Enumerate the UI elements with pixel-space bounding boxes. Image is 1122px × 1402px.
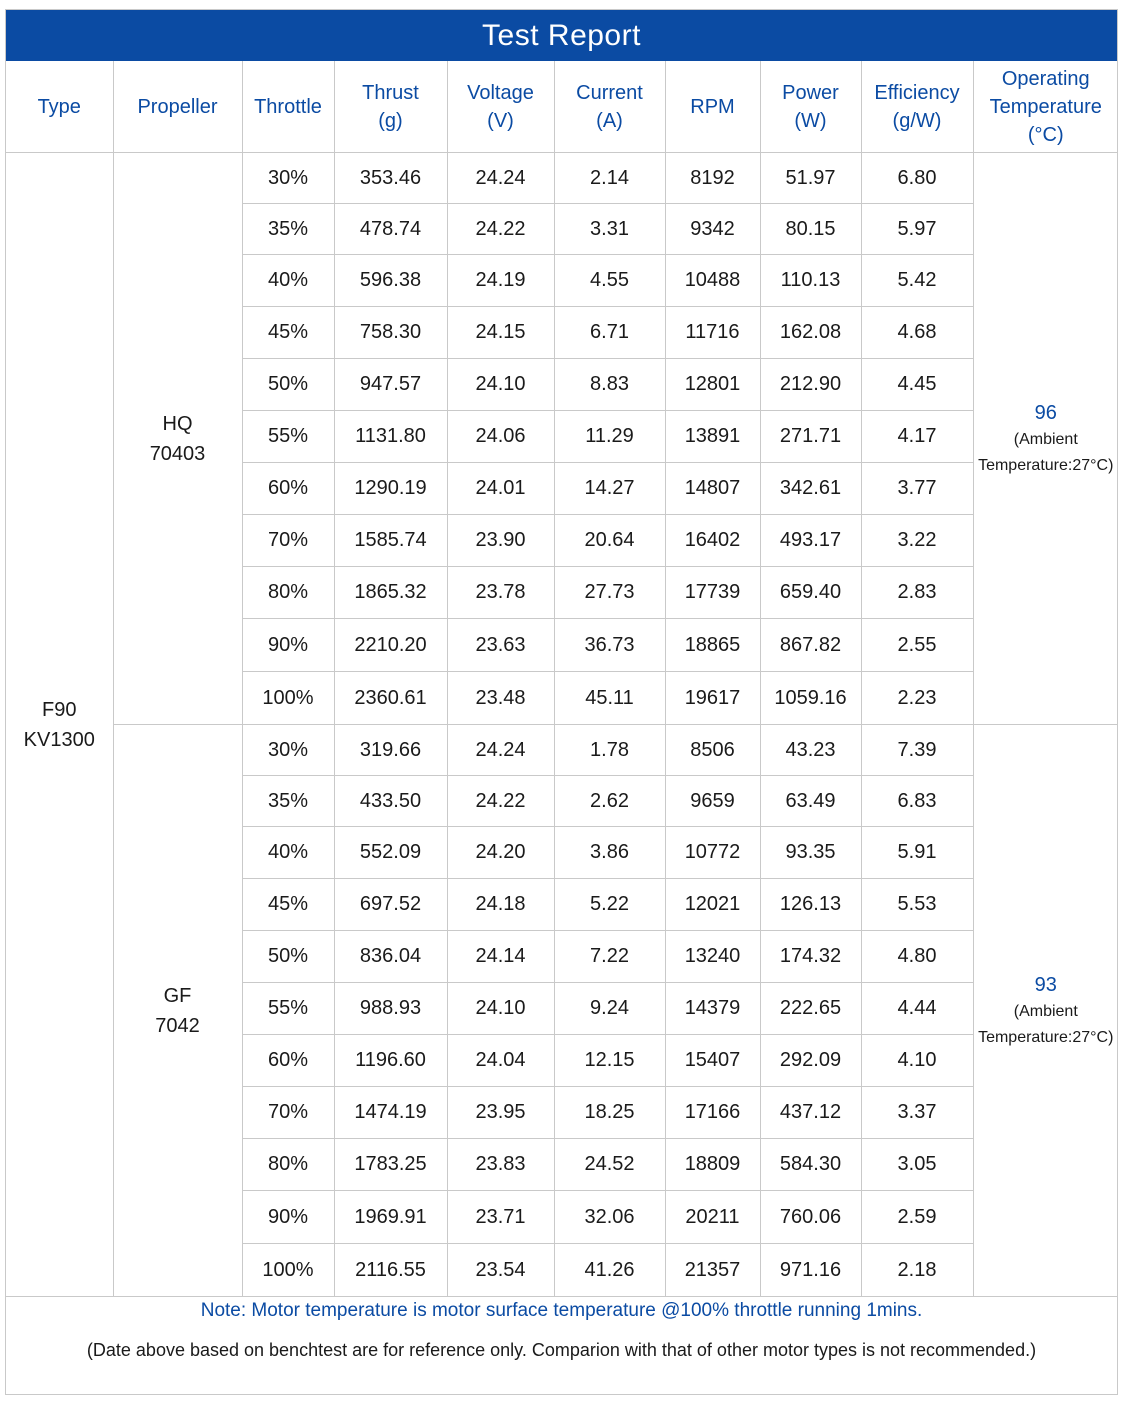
cell-throttle: 55% <box>242 983 334 1035</box>
cell-current: 9.24 <box>554 983 665 1035</box>
cell-efficiency: 3.05 <box>861 1139 973 1191</box>
cell-throttle: 90% <box>242 1191 334 1244</box>
cell-throttle: 45% <box>242 879 334 931</box>
cell-voltage: 23.71 <box>447 1191 554 1244</box>
cell-rpm: 15407 <box>665 1035 760 1087</box>
cell-voltage: 23.78 <box>447 567 554 619</box>
cell-power: 63.49 <box>760 776 861 827</box>
header-rpm: RPM <box>665 61 760 153</box>
cell-efficiency: 5.42 <box>861 255 973 307</box>
cell-voltage: 23.90 <box>447 515 554 567</box>
cell-thrust: 1131.80 <box>334 411 447 463</box>
cell-rpm: 18865 <box>665 619 760 672</box>
table-row <box>6 153 1118 204</box>
cell-power: 110.13 <box>760 255 861 307</box>
cell-thrust: 2210.20 <box>334 619 447 672</box>
cell-power: 1059.16 <box>760 672 861 725</box>
cell-thrust: 836.04 <box>334 931 447 983</box>
header-op-temp-line2: Temperature <box>989 95 1102 118</box>
cell-voltage: 24.19 <box>447 255 554 307</box>
cell-efficiency: 4.68 <box>861 307 973 359</box>
cell-power: 80.15 <box>760 204 861 255</box>
header-efficiency-unit: (g/W) <box>892 109 942 132</box>
cell-rpm: 9659 <box>665 776 760 827</box>
header-thrust-label: Thrust <box>362 81 419 104</box>
cell-rpm: 19617 <box>665 672 760 725</box>
ambient-label: (Ambient <box>1013 1002 1078 1020</box>
cell-rpm: 17166 <box>665 1087 760 1139</box>
cell-voltage: 24.18 <box>447 879 554 931</box>
motor-kv: KV1300 <box>23 728 95 751</box>
cell-power: 162.08 <box>760 307 861 359</box>
cell-efficiency: 2.83 <box>861 567 973 619</box>
header-power <box>760 61 861 153</box>
cell-rpm: 12021 <box>665 879 760 931</box>
cell-efficiency: 2.18 <box>861 1244 973 1297</box>
cell-power: 93.35 <box>760 827 861 879</box>
cell-efficiency: 5.97 <box>861 204 973 255</box>
header-efficiency-label: Efficiency <box>874 81 960 104</box>
operating-temperature-value: 93 <box>1034 973 1057 996</box>
cell-thrust: 1783.25 <box>334 1139 447 1191</box>
cell-current: 45.11 <box>554 672 665 725</box>
cell-current: 20.64 <box>554 515 665 567</box>
report-sheet <box>5 9 1118 1395</box>
cell-current: 8.83 <box>554 359 665 411</box>
cell-voltage: 24.24 <box>447 725 554 776</box>
header-op-temp-line1: Operating <box>1001 67 1090 90</box>
report-body <box>6 153 1118 1297</box>
propeller-model: 70403 <box>149 442 206 465</box>
cell-rpm: 13891 <box>665 411 760 463</box>
cell-current: 18.25 <box>554 1087 665 1139</box>
cell-efficiency: 6.80 <box>861 153 973 204</box>
cell-voltage: 24.22 <box>447 204 554 255</box>
cell-throttle: 80% <box>242 1139 334 1191</box>
cell-voltage: 23.63 <box>447 619 554 672</box>
cell-rpm: 21357 <box>665 1244 760 1297</box>
header-propeller: Propeller <box>113 61 242 153</box>
propeller-brand: HQ <box>162 412 193 435</box>
cell-rpm: 17739 <box>665 567 760 619</box>
cell-current: 36.73 <box>554 619 665 672</box>
cell-power: 51.97 <box>760 153 861 204</box>
cell-efficiency: 4.45 <box>861 359 973 411</box>
cell-thrust: 947.57 <box>334 359 447 411</box>
cell-throttle: 100% <box>242 672 334 725</box>
header-voltage <box>447 61 554 153</box>
cell-throttle: 50% <box>242 931 334 983</box>
cell-rpm: 16402 <box>665 515 760 567</box>
cell-throttle: 55% <box>242 411 334 463</box>
cell-rpm: 20211 <box>665 1191 760 1244</box>
cell-power: 222.65 <box>760 983 861 1035</box>
cell-power: 43.23 <box>760 725 861 776</box>
cell-voltage: 24.01 <box>447 463 554 515</box>
cell-throttle: 60% <box>242 463 334 515</box>
cell-thrust: 1969.91 <box>334 1191 447 1244</box>
cell-rpm: 14379 <box>665 983 760 1035</box>
cell-efficiency: 4.10 <box>861 1035 973 1087</box>
cell-voltage: 24.10 <box>447 983 554 1035</box>
cell-current: 6.71 <box>554 307 665 359</box>
cell-thrust: 988.93 <box>334 983 447 1035</box>
cell-efficiency: 2.23 <box>861 672 973 725</box>
temperature-note: Note: Motor temperature is motor surface temperature @100% throttle running 1mins. <box>200 1300 923 1321</box>
cell-power: 971.16 <box>760 1244 861 1297</box>
propeller-brand: GF <box>163 984 192 1007</box>
cell-efficiency: 4.17 <box>861 411 973 463</box>
cell-efficiency: 3.22 <box>861 515 973 567</box>
cell-power: 126.13 <box>760 879 861 931</box>
operating-temperature-cell <box>973 725 1118 1297</box>
cell-thrust: 552.09 <box>334 827 447 879</box>
cell-current: 2.62 <box>554 776 665 827</box>
cell-power: 760.06 <box>760 1191 861 1244</box>
cell-rpm: 18809 <box>665 1139 760 1191</box>
cell-rpm: 14807 <box>665 463 760 515</box>
ambient-label: (Ambient <box>1013 430 1078 448</box>
cell-efficiency: 3.37 <box>861 1087 973 1139</box>
cell-power: 867.82 <box>760 619 861 672</box>
cell-voltage: 24.22 <box>447 776 554 827</box>
cell-power: 271.71 <box>760 411 861 463</box>
propeller-cell <box>113 725 242 1297</box>
cell-power: 212.90 <box>760 359 861 411</box>
cell-efficiency: 2.55 <box>861 619 973 672</box>
cell-voltage: 23.48 <box>447 672 554 725</box>
cell-voltage: 24.06 <box>447 411 554 463</box>
table-row <box>6 725 1118 776</box>
cell-throttle: 70% <box>242 1087 334 1139</box>
cell-current: 12.15 <box>554 1035 665 1087</box>
note-area <box>6 1276 1117 1362</box>
header-operating-temperature <box>973 61 1118 153</box>
cell-thrust: 2116.55 <box>334 1244 447 1297</box>
propeller-model: 7042 <box>155 1014 200 1037</box>
cell-efficiency: 5.53 <box>861 879 973 931</box>
cell-current: 7.22 <box>554 931 665 983</box>
header-current-label: Current <box>576 81 643 104</box>
test-report-table <box>6 61 1118 1297</box>
cell-efficiency: 4.44 <box>861 983 973 1035</box>
cell-current: 41.26 <box>554 1244 665 1297</box>
cell-rpm: 8506 <box>665 725 760 776</box>
header-power-label: Power <box>782 81 839 104</box>
cell-thrust: 433.50 <box>334 776 447 827</box>
cell-current: 27.73 <box>554 567 665 619</box>
cell-thrust: 1290.19 <box>334 463 447 515</box>
cell-current: 4.55 <box>554 255 665 307</box>
cell-rpm: 13240 <box>665 931 760 983</box>
cell-thrust: 596.38 <box>334 255 447 307</box>
cell-voltage: 24.20 <box>447 827 554 879</box>
cell-throttle: 60% <box>242 1035 334 1087</box>
report-title: Test Report <box>6 10 1117 61</box>
cell-thrust: 2360.61 <box>334 672 447 725</box>
cell-current: 5.22 <box>554 879 665 931</box>
cell-current: 24.52 <box>554 1139 665 1191</box>
cell-throttle: 40% <box>242 827 334 879</box>
cell-rpm: 10772 <box>665 827 760 879</box>
cell-current: 3.31 <box>554 204 665 255</box>
cell-thrust: 758.30 <box>334 307 447 359</box>
cell-thrust: 1865.32 <box>334 567 447 619</box>
cell-thrust: 319.66 <box>334 725 447 776</box>
header-efficiency <box>861 61 973 153</box>
cell-power: 584.30 <box>760 1139 861 1191</box>
cell-current: 2.14 <box>554 153 665 204</box>
cell-efficiency: 2.59 <box>861 1191 973 1244</box>
disclaimer: (Date above based on benchtest are for reference only. Comparion with that of other motor types is not recommended.) <box>86 1340 1037 1360</box>
cell-voltage: 23.95 <box>447 1087 554 1139</box>
cell-efficiency: 3.77 <box>861 463 973 515</box>
header-type: Type <box>6 61 113 153</box>
cell-throttle: 70% <box>242 515 334 567</box>
header-thrust <box>334 61 447 153</box>
header-current <box>554 61 665 153</box>
cell-throttle: 50% <box>242 359 334 411</box>
cell-voltage: 24.14 <box>447 931 554 983</box>
cell-throttle: 80% <box>242 567 334 619</box>
propeller-cell <box>113 153 242 725</box>
ambient-temperature: Temperature:27°C) <box>978 456 1114 474</box>
motor-model: F90 <box>42 698 77 721</box>
cell-current: 3.86 <box>554 827 665 879</box>
cell-voltage: 24.24 <box>447 153 554 204</box>
header-voltage-unit: (V) <box>487 109 514 132</box>
cell-efficiency: 7.39 <box>861 725 973 776</box>
header-op-temp-unit: (°C) <box>1027 123 1064 146</box>
cell-current: 1.78 <box>554 725 665 776</box>
cell-current: 11.29 <box>554 411 665 463</box>
header-power-unit: (W) <box>794 109 827 132</box>
header-thrust-unit: (g) <box>378 109 403 132</box>
cell-voltage: 24.15 <box>447 307 554 359</box>
cell-power: 174.32 <box>760 931 861 983</box>
cell-voltage: 24.04 <box>447 1035 554 1087</box>
cell-rpm: 12801 <box>665 359 760 411</box>
cell-voltage: 23.54 <box>447 1244 554 1297</box>
cell-power: 342.61 <box>760 463 861 515</box>
cell-thrust: 353.46 <box>334 153 447 204</box>
cell-thrust: 1585.74 <box>334 515 447 567</box>
cell-efficiency: 5.91 <box>861 827 973 879</box>
cell-throttle: 100% <box>242 1244 334 1297</box>
cell-thrust: 697.52 <box>334 879 447 931</box>
operating-temperature-cell <box>973 153 1118 725</box>
cell-rpm: 10488 <box>665 255 760 307</box>
cell-thrust: 1196.60 <box>334 1035 447 1087</box>
cell-power: 437.12 <box>760 1087 861 1139</box>
cell-power: 292.09 <box>760 1035 861 1087</box>
header-throttle: Throttle <box>242 61 334 153</box>
cell-voltage: 24.10 <box>447 359 554 411</box>
cell-current: 14.27 <box>554 463 665 515</box>
cell-throttle: 40% <box>242 255 334 307</box>
cell-voltage: 23.83 <box>447 1139 554 1191</box>
cell-throttle: 30% <box>242 725 334 776</box>
header-voltage-label: Voltage <box>467 81 534 104</box>
header-row <box>6 61 1118 153</box>
cell-thrust: 1474.19 <box>334 1087 447 1139</box>
cell-rpm: 11716 <box>665 307 760 359</box>
cell-rpm: 8192 <box>665 153 760 204</box>
cell-efficiency: 4.80 <box>861 931 973 983</box>
header-current-unit: (A) <box>596 109 623 132</box>
operating-temperature-value: 96 <box>1034 401 1057 424</box>
cell-power: 493.17 <box>760 515 861 567</box>
cell-throttle: 90% <box>242 619 334 672</box>
cell-efficiency: 6.83 <box>861 776 973 827</box>
ambient-temperature: Temperature:27°C) <box>978 1028 1114 1046</box>
cell-throttle: 35% <box>242 204 334 255</box>
cell-rpm: 9342 <box>665 204 760 255</box>
cell-throttle: 35% <box>242 776 334 827</box>
cell-thrust: 478.74 <box>334 204 447 255</box>
motor-type-cell <box>6 153 113 1297</box>
cell-throttle: 45% <box>242 307 334 359</box>
cell-current: 32.06 <box>554 1191 665 1244</box>
cell-throttle: 30% <box>242 153 334 204</box>
cell-power: 659.40 <box>760 567 861 619</box>
